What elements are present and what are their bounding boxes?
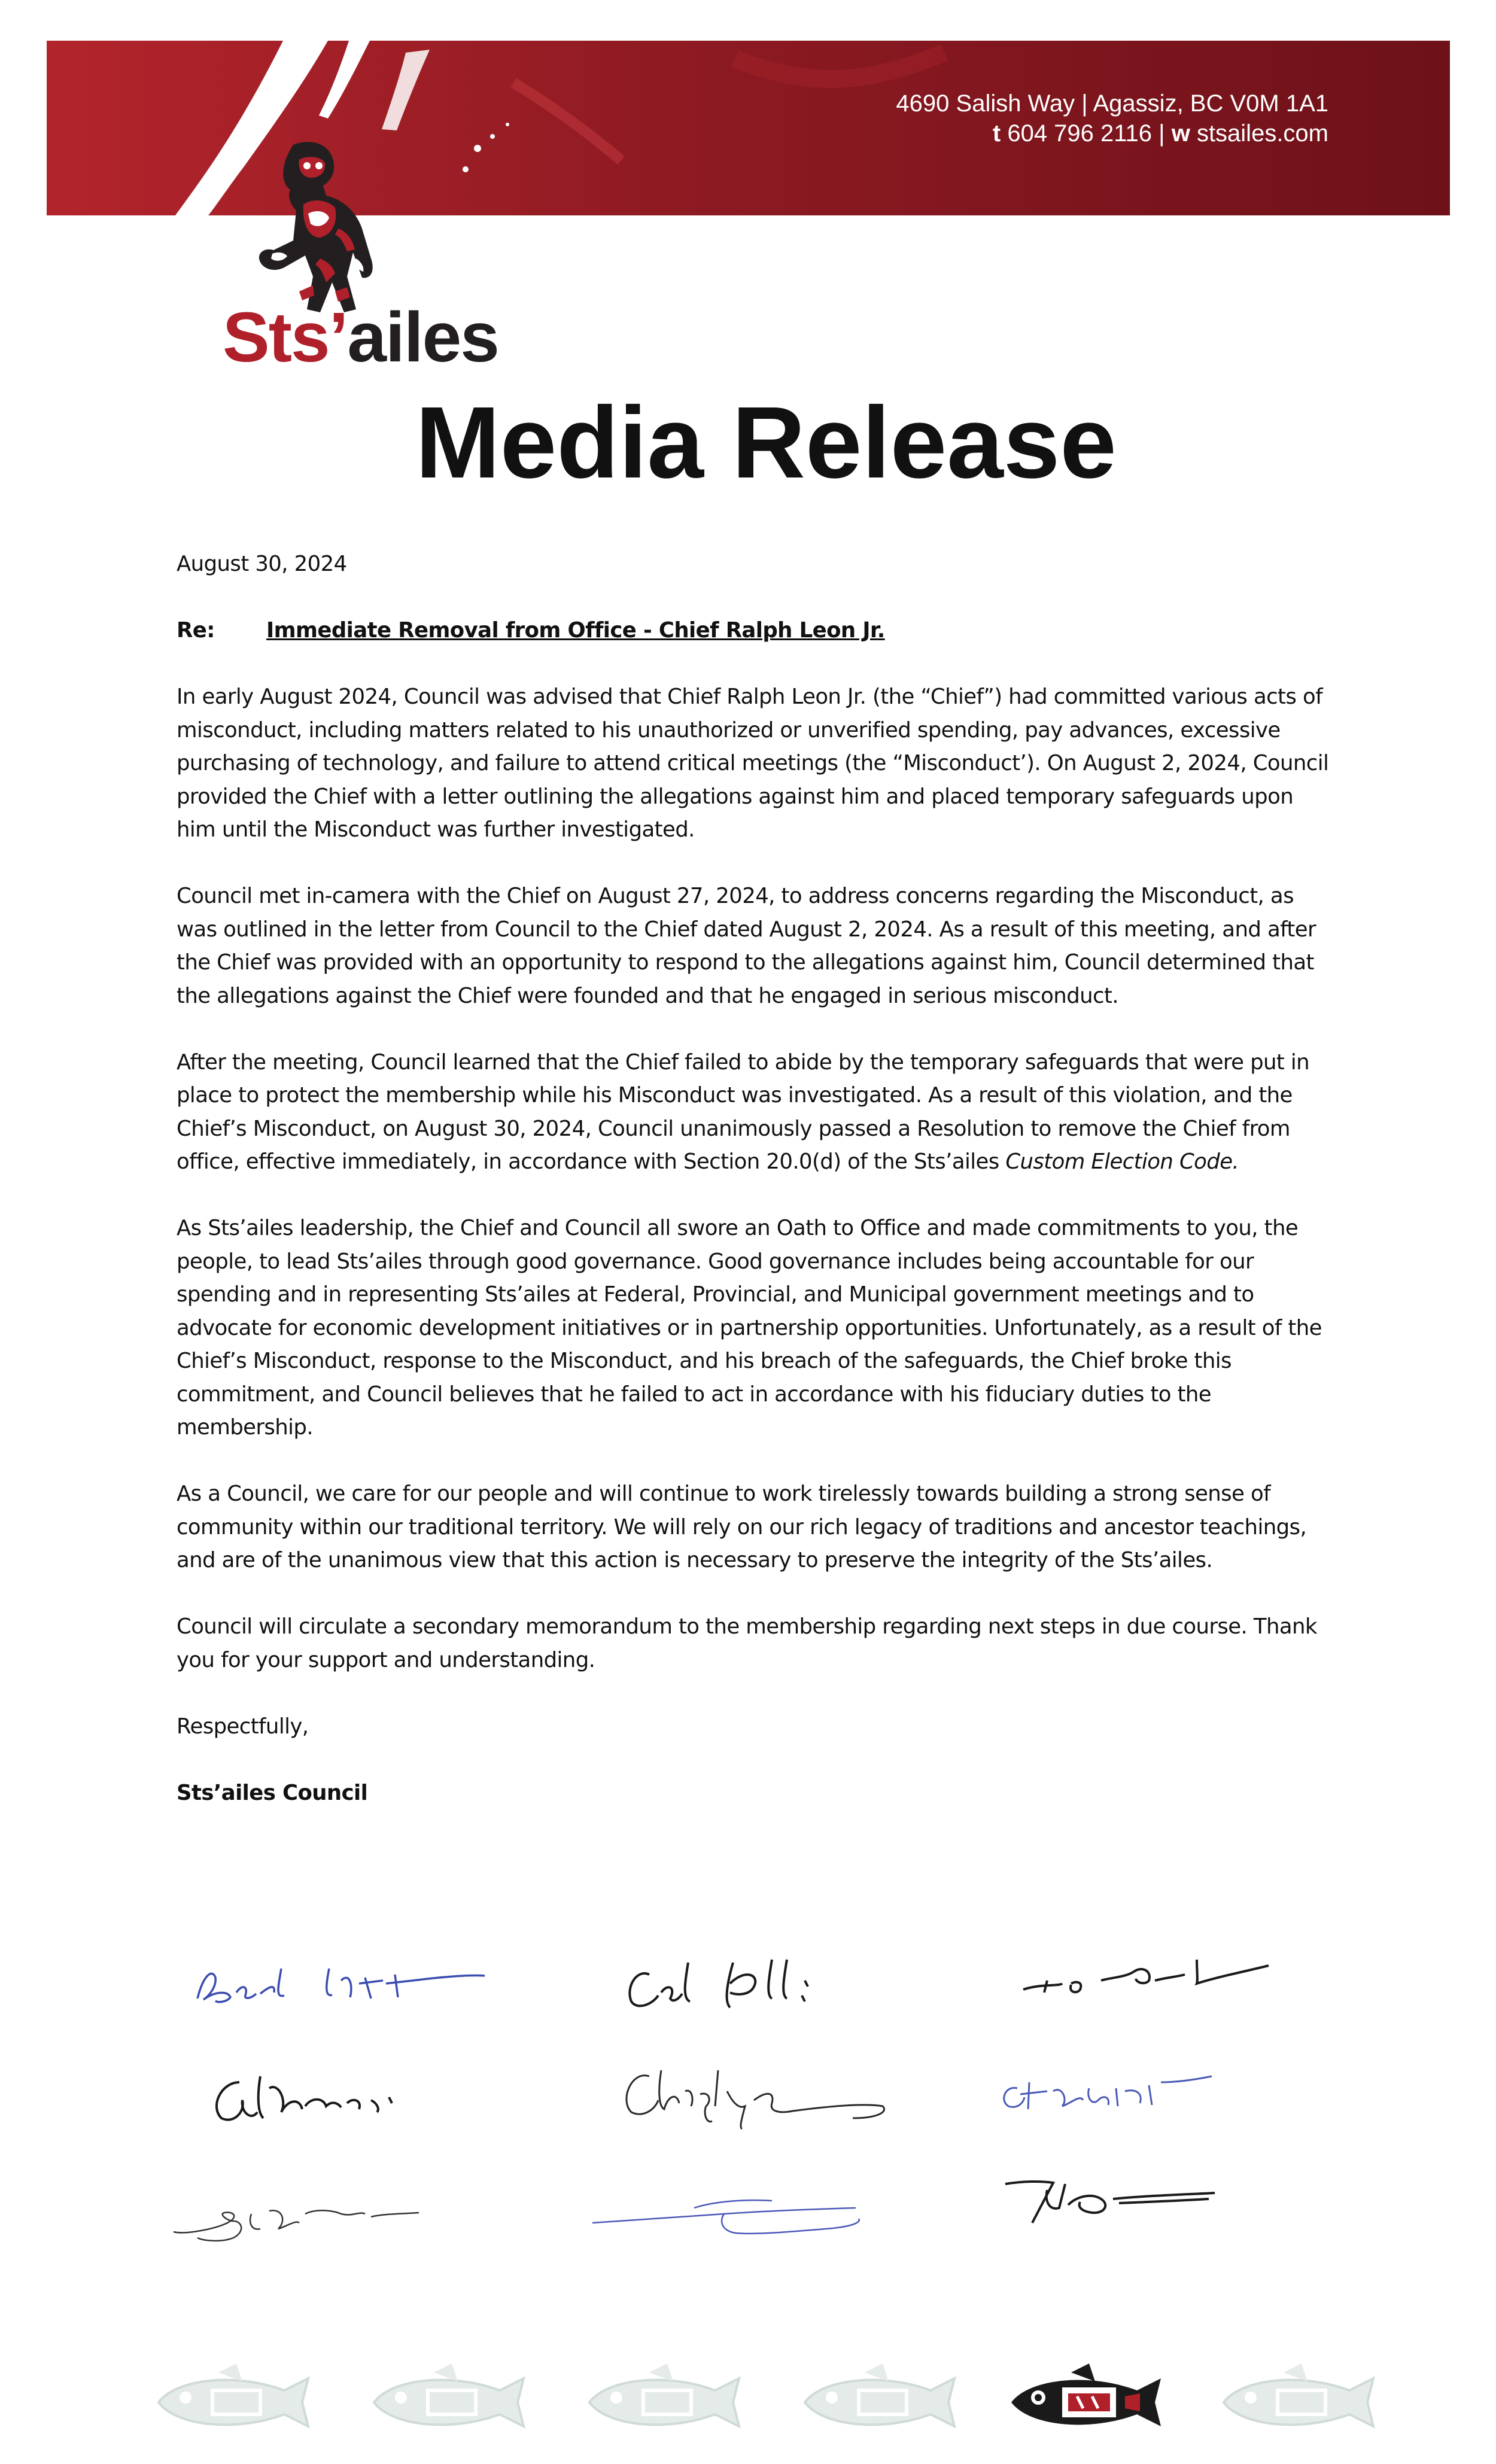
signatory: Sts’ailes Council [177, 1780, 368, 1805]
paragraph-3 [177, 1046, 1334, 1179]
paragraph-3-text: After the meeting, Council learned that the Chief failed to abide by the temporary safeguards that were put in place to protect the membership while his Misconduct was investigated. As a result of this violation, and the Chief’s Misconduct, on August 30, 2024, Council unanimously passed a Resolution to remove the Chief from office, effective immediately, in accordance with Section 20.0(d) of the Sts’ailes [177, 1050, 1310, 1174]
re-line [177, 614, 1334, 647]
brand-prefix: Sts’ [223, 298, 348, 377]
signature-4 [197, 2064, 521, 2136]
salmon-highlight-icon [1005, 2360, 1185, 2444]
salmon-icon [583, 2360, 763, 2444]
signature-5 [601, 2058, 925, 2130]
salmon-icon [153, 2360, 332, 2444]
brand-suffix: ailes [347, 298, 498, 377]
signature-6 [981, 2058, 1305, 2130]
phone-number: 604 796 2116 | [1007, 120, 1165, 147]
signature-2 [601, 1951, 925, 2022]
paragraph-5: As a Council, we care for our people and will continue to work tirelessly towards building a strong sense of community within our traditional territory. We will rely on our rich legacy of traditions and ancestor teachings, and are of the unanimous view that this action is necessary to preserve the integrity of the Sts’ailes. [177, 1482, 1307, 1572]
logo-figure-icon [236, 139, 380, 321]
phone-prefix: t [992, 120, 1001, 147]
salmon-icon [368, 2360, 548, 2444]
signatures-block [162, 1939, 1334, 2274]
letter-body [177, 547, 1334, 1843]
re-label: Re: [177, 618, 215, 643]
paragraph-4: As Sts’ailes leadership, the Chief and Council all swore an Oath to Office and made commitments to you, the people, to lead Sts’ailes through good governance. Good governance includes being accountable for our spending and in representing Sts’ailes at Federal, Provincial, and Municipal government meetings and to advocate for economic development initiatives or in partnership opportunities. Unfortunately, as a result of the Chief’s Misconduct, response to the Misconduct, and his breach of the safeguards, the Chief broke this commitment, and Council believes that he failed to act in accordance with his fiduciary duties to the membership. [177, 1216, 1322, 1440]
paragraph-1: In early August 2024, Council was advised that Chief Ralph Leon Jr. (the “Chief”) had committed various acts of misconduct, including matters related to his unauthorized or unverified spending, pay advances, excessive purchasing of technology, and failure to attend critical meetings (the “Misconduct’). On August 2, 2024, Council provided the Chief with a letter outlining the allegations against him and placed temporary safeguards upon him until the Misconduct was further investigated. [177, 685, 1329, 842]
address-line: 4690 Salish Way | Agassiz, BC V0M 1A1 [896, 90, 1328, 117]
paragraph-2: Council met in-camera with the Chief on August 27, 2024, to address concerns regarding the Misconduct, as was outlined in the letter from Council to the Chief dated August 2, 2024. As a result of this meeting, and after the Chief was provided with an opportunity to respond to the allegations against him, Council determined that the allegations against the Chief were founded and that he engaged in serious misconduct. [177, 884, 1316, 1008]
letter-date: August 30, 2024 [177, 552, 347, 576]
letterhead-contact [896, 89, 1328, 148]
signature-9 [987, 2166, 1310, 2238]
salmon-motif-row [153, 2360, 1403, 2444]
paragraph-3-italic: Custom Election Code. [1005, 1149, 1239, 1174]
signature-7 [162, 2178, 485, 2250]
web-address: stsailes.com [1196, 120, 1328, 147]
closing: Respectfully, [177, 1714, 309, 1739]
salmon-icon [799, 2360, 978, 2444]
signature-8 [574, 2178, 898, 2250]
phone-web-line [896, 118, 1328, 148]
re-subject: Immediate Removal from Office - Chief Ralph Leon Jr. [266, 618, 885, 643]
salmon-icon [1218, 2360, 1397, 2444]
logo-wordmark [223, 298, 498, 377]
web-prefix: w [1171, 120, 1190, 147]
page-title: Media Release [415, 386, 1117, 500]
paragraph-6: Council will circulate a secondary memorandum to the membership regarding next steps in due course. Thank you for your support and understanding. [177, 1614, 1317, 1672]
signature-3 [1005, 1948, 1328, 2019]
signature-1 [186, 1951, 509, 2022]
